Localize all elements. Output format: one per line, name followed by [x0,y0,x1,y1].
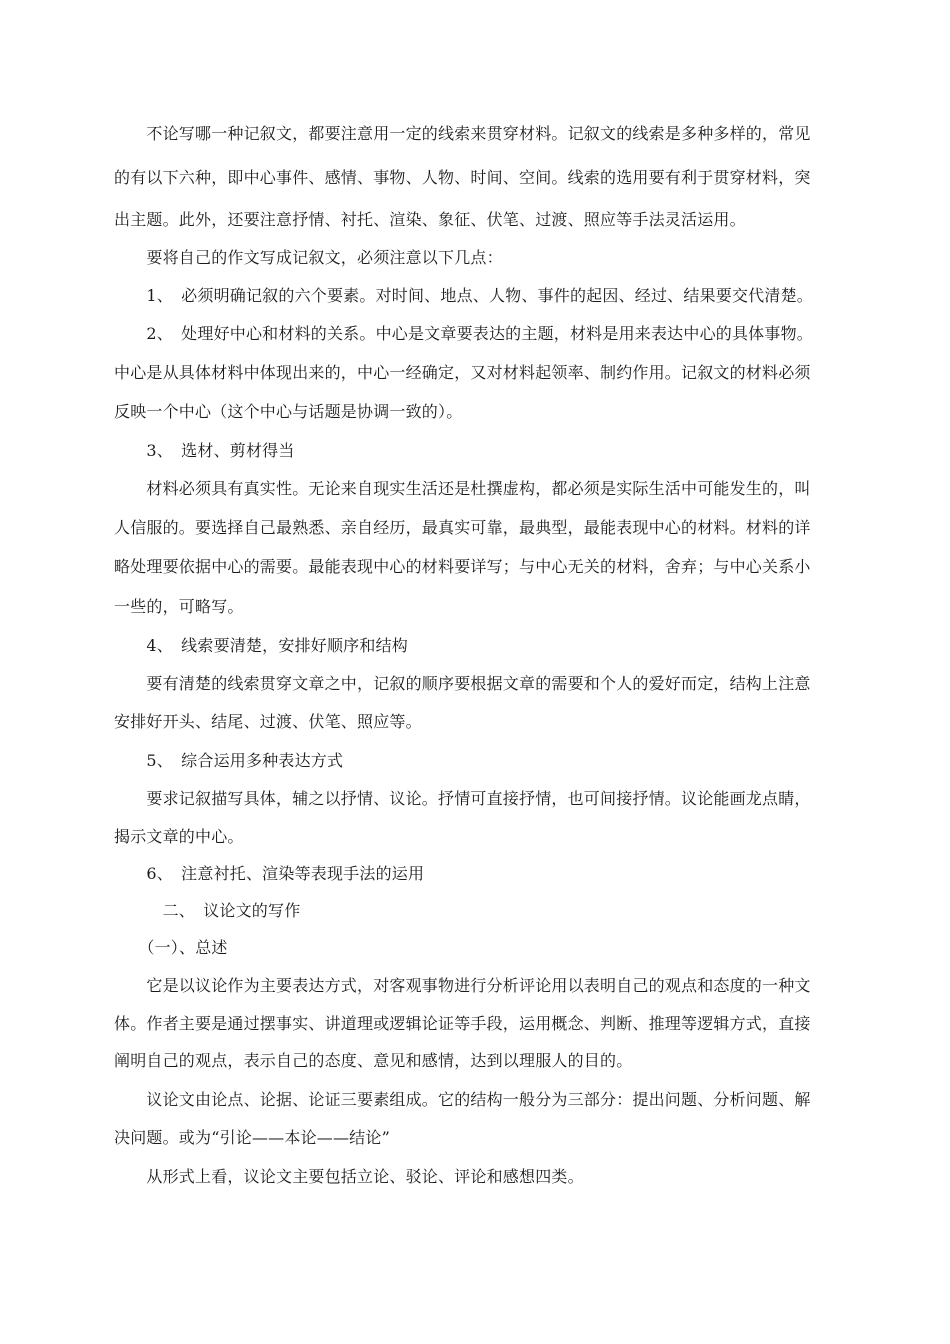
text-line: 要将自己的作文写成记叙文，必须注意以下几点： [114,248,503,267]
text-line: 体。作者主要是通过摆事实、讲道理或逻辑论证等手段，运用概念、判断、推理等逻辑方式，直接 [114,1014,811,1033]
text-line: 一些的，可略写。 [114,597,244,616]
text-line: 决问题。或为“引论——本论——结论” [114,1128,390,1147]
text-line: 不论写哪一种记叙文，都要注意用一定的线索来贯穿材料。记叙文的线索是多种多样的，常见 [114,124,811,143]
subsection-heading: （一）、总述 [114,938,228,957]
text-line: 略处理要依据中心的需要。最能表现中心的材料要详写；与中心无关的材料，舍弃；与中心关系小 [114,557,811,576]
text-line: 议论文由论点、论据、论证三要素组成。它的结构一般分为三部分：提出问题、分析问题、解 [114,1090,811,1109]
list-item-6: 6、 注意衬托、渲染等表现手法的运用 [114,864,425,883]
text-line: 反映一个中心（这个中心与话题是协调一致的）。 [114,402,463,421]
text-line: 从形式上看，议论文主要包括立论、驳论、评论和感想四类。 [114,1167,584,1186]
text-line: 揭示文章的中心。 [114,827,244,846]
text-line: 人信服的。要选择自己最熟悉、亲自经历，最真实可靠，最典型，最能表现中心的材料。材料的详 [114,518,811,537]
text-line: 要有清楚的线索贯穿文章之中，记叙的顺序要根据文章的需要和个人的爱好而定，结构上注意 [114,674,811,693]
text-line: 材料必须具有真实性。无论来自现实生活还是杜撰虚构，都必须是实际生活中可能发生的，叫 [114,479,811,498]
list-item-1: 1、 必须明确记叙的六个要素。对时间、地点、人物、事件的起因、经过、结果要交代清楚。 [114,286,813,305]
text-line: 中心是从具体材料中体现出来的，中心一经确定，又对材料起领率、制约作用。记叙文的材料必须 [114,363,811,382]
list-item-2: 2、 处理好中心和材料的关系。中心是文章要表达的主题，材料是用来表达中心的具体事物。 [114,324,813,343]
text-line: 它是以议论作为主要表达方式，对客观事物进行分析评论用以表明自己的观点和态度的一种文 [114,976,811,995]
text-line: 阐明自己的观点，表示自己的态度、意见和感情，达到以理服人的目的。 [114,1051,633,1070]
text-line: 要求记叙描写具体，辅之以抒情、议论。抒情可直接抒情，也可间接抒情。议论能画龙点睛， [114,789,811,808]
list-item-5: 5、 综合运用多种表达方式 [114,751,344,770]
text-line: 安排好开头、结尾、过渡、伏笔、照应等。 [114,712,422,731]
text-line: 的有以下六种，即中心事件、感情、事物、人物、时间、空间。线索的选用要有利于贯穿材料，突 [114,168,811,187]
section-heading: 二、 议论文的写作 [114,901,301,920]
list-item-3: 3、 选材、剪材得当 [114,441,295,460]
list-item-4: 4、 线索要清楚，安排好顺序和结构 [114,636,408,655]
text-line: 出主题。此外，还要注意抒情、衬托、渲染、象征、伏笔、过渡、照应等手法灵活运用。 [114,210,746,229]
